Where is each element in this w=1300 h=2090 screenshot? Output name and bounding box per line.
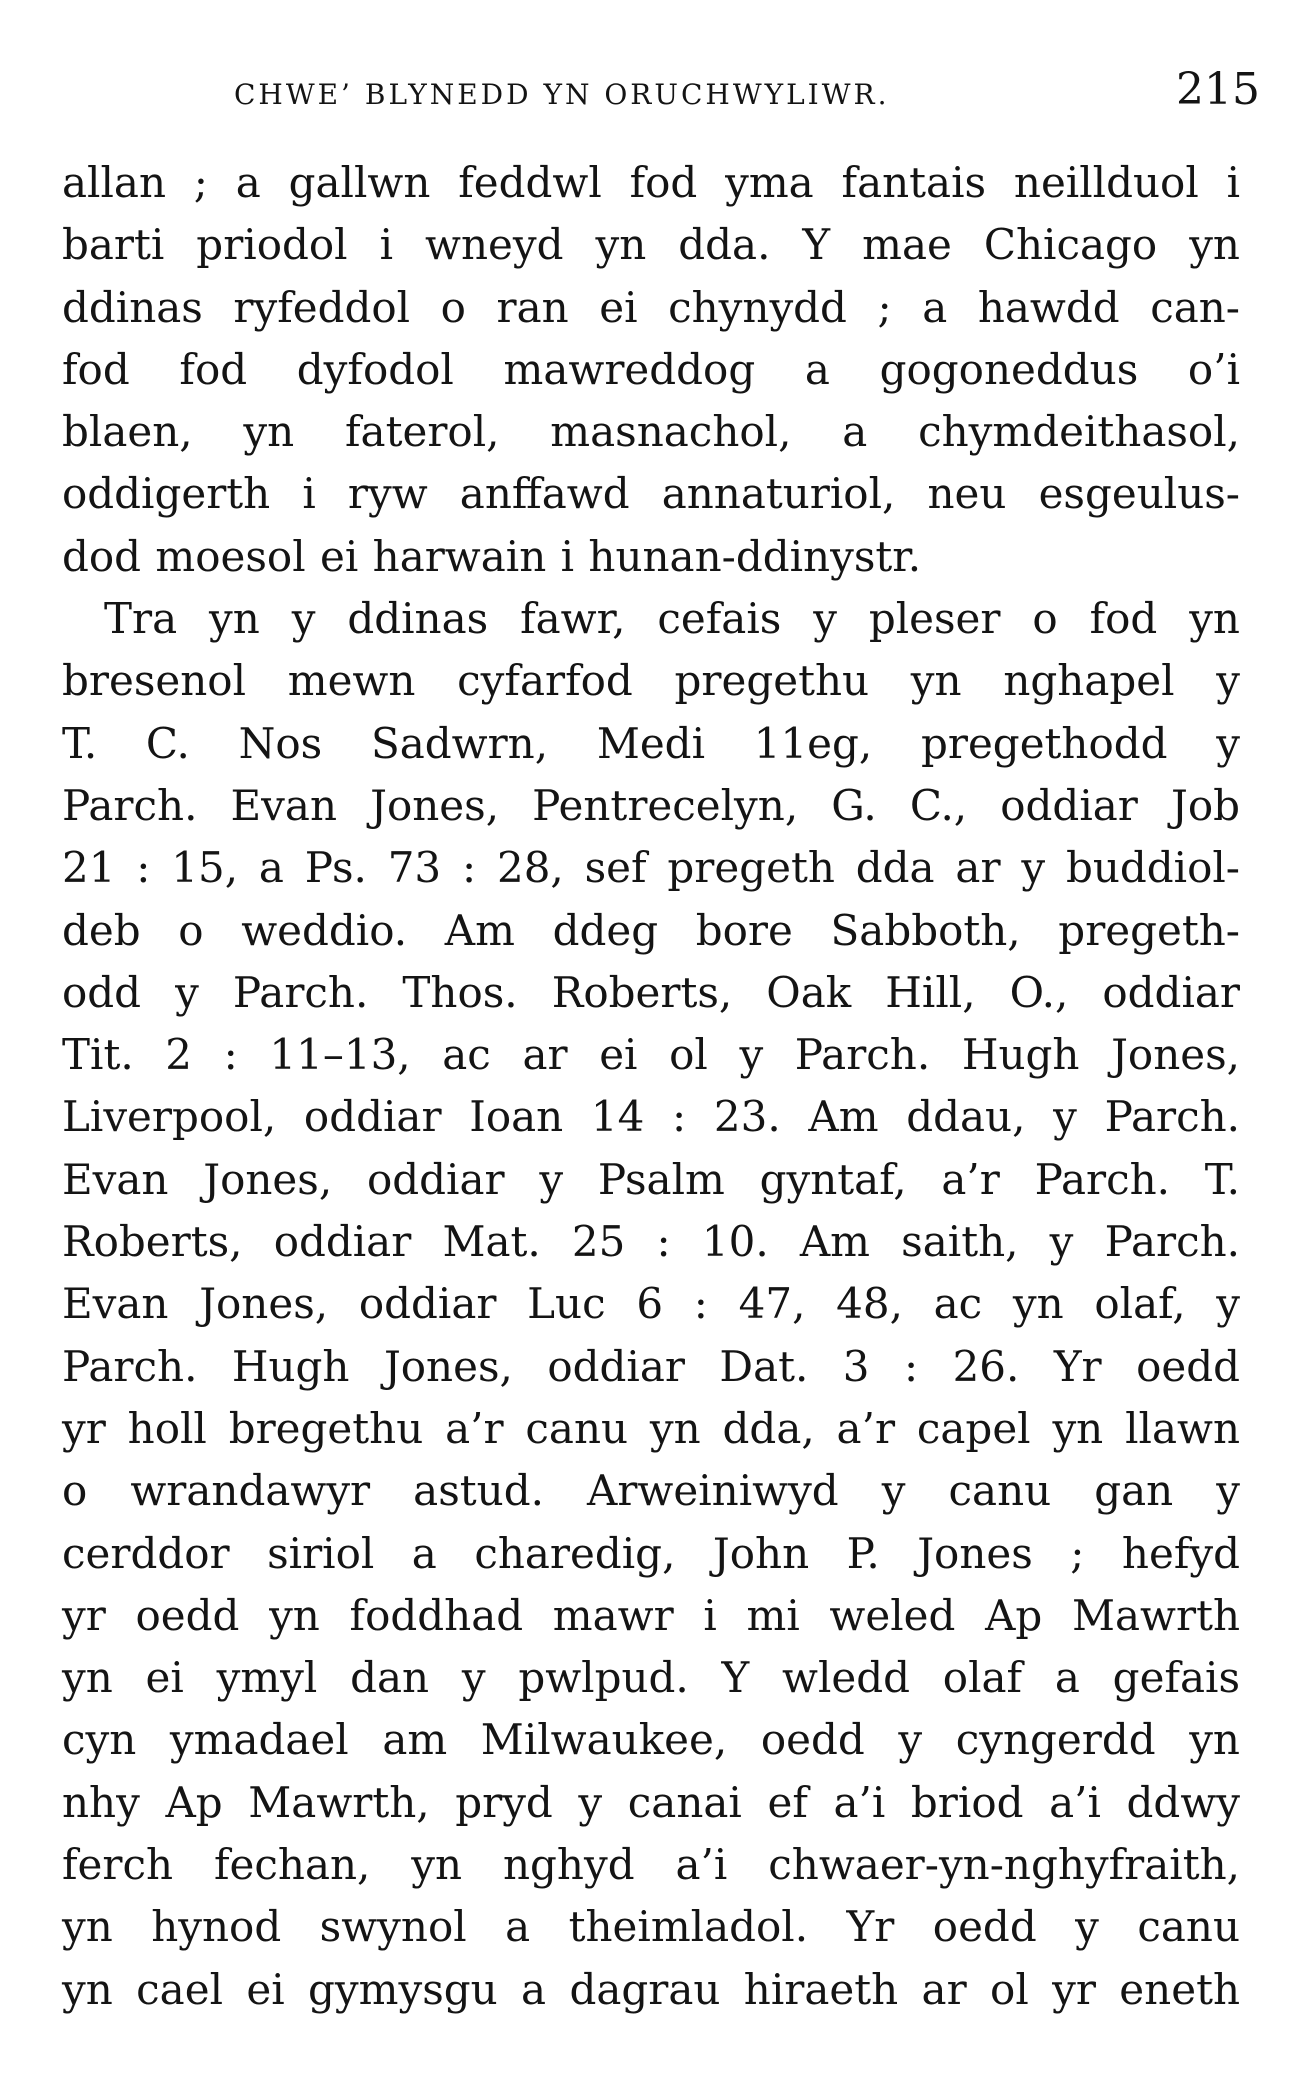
text-line: deb o weddio. Am ddeg bore Sabboth, pregeth-	[62, 905, 1240, 955]
text-line: fod fod dyfodol mawreddog a gogoneddus o’i	[62, 344, 1240, 394]
text-line: odd y Parch. Thos. Roberts, Oak Hill, O., oddiar	[62, 967, 1240, 1017]
text-line: cyn ymadael am Milwaukee, oedd y cyngerdd yn	[62, 1715, 1240, 1765]
book-page	[62, 62, 1260, 2021]
paragraph-end-line: dod moesol ei harwain i hunan-ddinystr.	[62, 531, 922, 581]
text-line: 21 : 15, a Ps. 73 : 28, sef pregeth dda ar y buddiol-	[62, 843, 1240, 893]
text-line: cerddor siriol a charedig, John P. Jones ; hefyd	[62, 1528, 1240, 1578]
text-line: barti priodol i wneyd yn dda. Y mae Chicago yn	[62, 220, 1240, 270]
text-line: blaen, yn faterol, masnachol, a chymdeithasol,	[62, 407, 1240, 457]
text-line: yr holl bregethu a’r canu yn dda, a’r capel yn llawn	[62, 1403, 1240, 1453]
text-line: ddinas ryfeddol o ran ei chynydd ; a hawdd can-	[62, 282, 1240, 332]
text-line: Parch. Evan Jones, Pentrecelyn, G. C., oddiar Job	[62, 780, 1240, 830]
text-line: Liverpool, oddiar Ioan 14 : 23. Am ddau, y Parch.	[62, 1092, 1240, 1142]
text-line: oddigerth i ryw anffawd annaturiol, neu esgeulus-	[62, 469, 1240, 519]
text-line: yn hynod swynol a theimladol. Yr oedd y canu	[62, 1902, 1240, 1952]
text-line: nhy Ap Mawrth, pryd y canai ef a’i briod a’i ddwy	[62, 1777, 1240, 1827]
running-title: CHWE’ BLYNEDD YN ORUCHWYLIWR.	[234, 78, 890, 111]
running-header	[62, 62, 1260, 132]
text-line: T. C. Nos Sadwrn, Medi 11eg, pregethodd y	[62, 718, 1240, 768]
text-line: bresenol mewn cyfarfod pregethu yn nghapel y	[62, 656, 1240, 706]
text-line: Evan Jones, oddiar y Psalm gyntaf, a’r Parch. T.	[62, 1154, 1240, 1204]
text-line: Parch. Hugh Jones, oddiar Dat. 3 : 26. Yr oedd	[62, 1341, 1240, 1391]
text-line: allan ; a gallwn feddwl fod yma fantais neillduol i	[62, 158, 1240, 207]
text-line: Tit. 2 : 11–13, ac ar ei ol y Parch. Hugh Jones,	[62, 1030, 1240, 1080]
text-line: yr oedd yn foddhad mawr i mi weled Ap Mawrth	[62, 1590, 1240, 1640]
text-line: Roberts, oddiar Mat. 25 : 10. Am saith, y Parch.	[62, 1217, 1240, 1267]
text-line: Evan Jones, oddiar Luc 6 : 47, 48, ac yn olaf, y	[62, 1279, 1240, 1329]
text-line: yn ei ymyl dan y pwlpud. Y wledd olaf a gefais	[62, 1653, 1240, 1703]
text-line: o wrandawyr astud. Arweiniwyd y canu gan y	[62, 1466, 1240, 1516]
body-text	[62, 152, 1240, 2021]
text-line: yn cael ei gymysgu a dagrau hiraeth ar ol yr eneth	[62, 1964, 1240, 2014]
text-line: ferch fechan, yn nghyd a’i chwaer-yn-nghyfraith,	[62, 1840, 1240, 1890]
paragraph-start-line: Tra yn y ddinas fawr, cefais y pleser o fod yn	[104, 594, 1240, 644]
page-number: 215	[1176, 64, 1260, 115]
